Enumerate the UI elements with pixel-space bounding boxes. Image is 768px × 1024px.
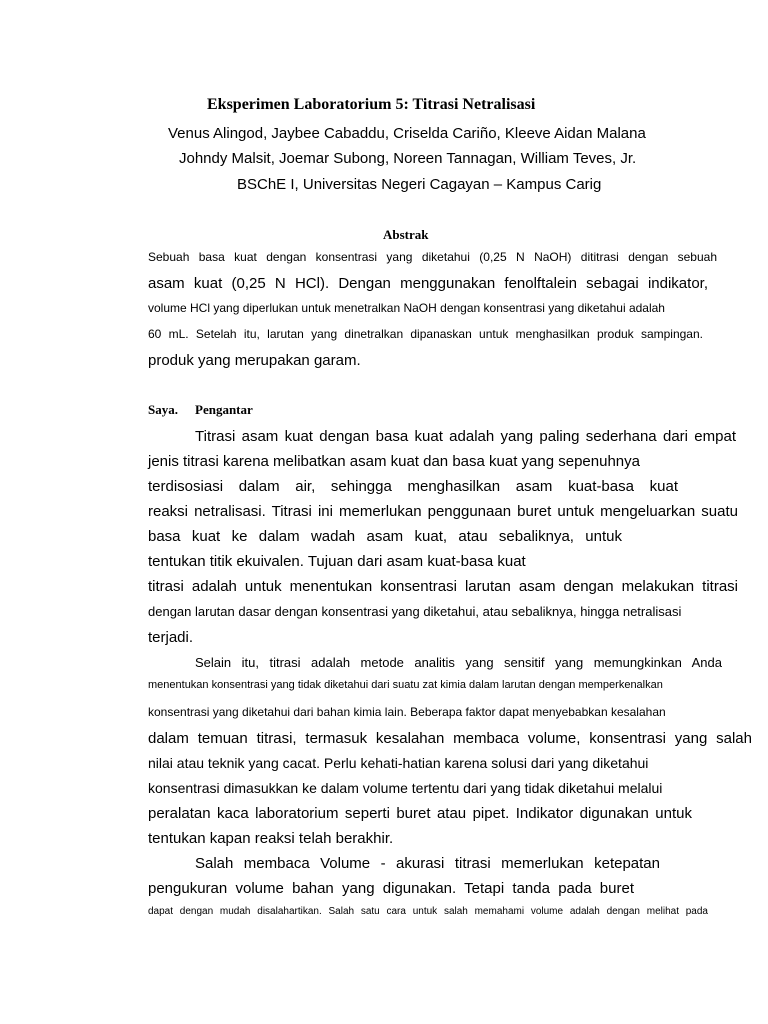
section-number: Saya. — [148, 402, 178, 417]
body-line: tentukan kapan reaksi telah berakhir. — [148, 830, 394, 847]
body-line: peralatan kaca laboratorium seperti buret atau pipet. Indikator digunakan untuk — [148, 805, 692, 822]
body-line: nilai atau teknik yang cacat. Perlu kehati-hatian karena solusi dari yang diketahui — [148, 755, 649, 771]
abstract-line: Sebuah basa kuat dengan konsentrasi yang diketahui (0,25 N NaOH) dititrasi dengan sebuah — [148, 250, 717, 264]
author-line-2: Johndy Malsit, Joemar Subong, Noreen Tannagan, William Teves, Jr. — [179, 150, 637, 167]
body-line: terjadi. — [148, 629, 194, 646]
body-line: basa kuat ke dalam wadah asam kuat, atau sebaliknya, untuk — [148, 528, 622, 545]
author-line-1: Venus Alingod, Jaybee Cabaddu, Criselda Cariño, Kleeve Aidan Malana — [168, 125, 646, 142]
body-line: konsentrasi yang diketahui dari bahan kimia lain. Beberapa faktor dapat menyebabkan kesalahan — [148, 705, 666, 719]
body-line: dalam temuan titrasi, termasuk kesalahan membaca volume, konsentrasi yang salah — [148, 730, 752, 747]
abstract-line: produk yang merupakan garam. — [148, 352, 361, 369]
body-line: dengan larutan dasar dengan konsentrasi yang diketahui, atau sebaliknya, hingga netralisasi — [148, 604, 682, 619]
body-line: konsentrasi dimasukkan ke dalam volume tertentu dari yang tidak diketahui melalui — [148, 780, 663, 796]
body-line: reaksi netralisasi. Titrasi ini memerlukan penggunaan buret untuk mengeluarkan suatu — [148, 503, 738, 520]
body-line: Salah membaca Volume - akurasi titrasi memerlukan ketepatan — [195, 855, 660, 872]
section-heading: Pengantar — [195, 402, 253, 417]
abstract-line: volume HCl yang diperlukan untuk menetralkan NaOH dengan konsentrasi yang diketahui adalah — [148, 301, 665, 315]
affiliation-line: BSChE I, Universitas Negeri Cagayan – Kampus Carig — [237, 176, 602, 193]
body-line: tentukan titik ekuivalen. Tujuan dari asam kuat-basa kuat — [148, 553, 526, 570]
body-line: titrasi adalah untuk menentukan konsentrasi larutan asam dengan melakukan titrasi — [148, 578, 738, 595]
abstract-heading: Abstrak — [383, 227, 429, 242]
body-line: Selain itu, titrasi adalah metode analitis yang sensitif yang memungkinkan Anda — [195, 655, 722, 670]
body-line: dapat dengan mudah disalahartikan. Salah satu cara untuk salah memahami volume adalah dengan melihat pada — [148, 906, 708, 917]
body-line: menentukan konsentrasi yang tidak diketahui dari suatu zat kimia dalam larutan dengan memperkenalkan — [148, 679, 663, 691]
body-line: terdisosiasi dalam air, sehingga menghasilkan asam kuat-basa kuat — [148, 478, 678, 495]
abstract-line: asam kuat (0,25 N HCl). Dengan menggunakan fenolftalein sebagai indikator, — [148, 275, 708, 292]
paper-title: Eksperimen Laboratorium 5: Titrasi Netralisasi — [207, 96, 536, 113]
body-line: Titrasi asam kuat dengan basa kuat adalah yang paling sederhana dari empat — [195, 428, 736, 445]
body-line: jenis titrasi karena melibatkan asam kuat dan basa kuat yang sepenuhnya — [148, 453, 640, 470]
body-line: pengukuran volume bahan yang digunakan. Tetapi tanda pada buret — [148, 880, 634, 897]
abstract-line: 60 mL. Setelah itu, larutan yang dinetralkan dipanaskan untuk menghasilkan produk sampingan. — [148, 327, 703, 341]
